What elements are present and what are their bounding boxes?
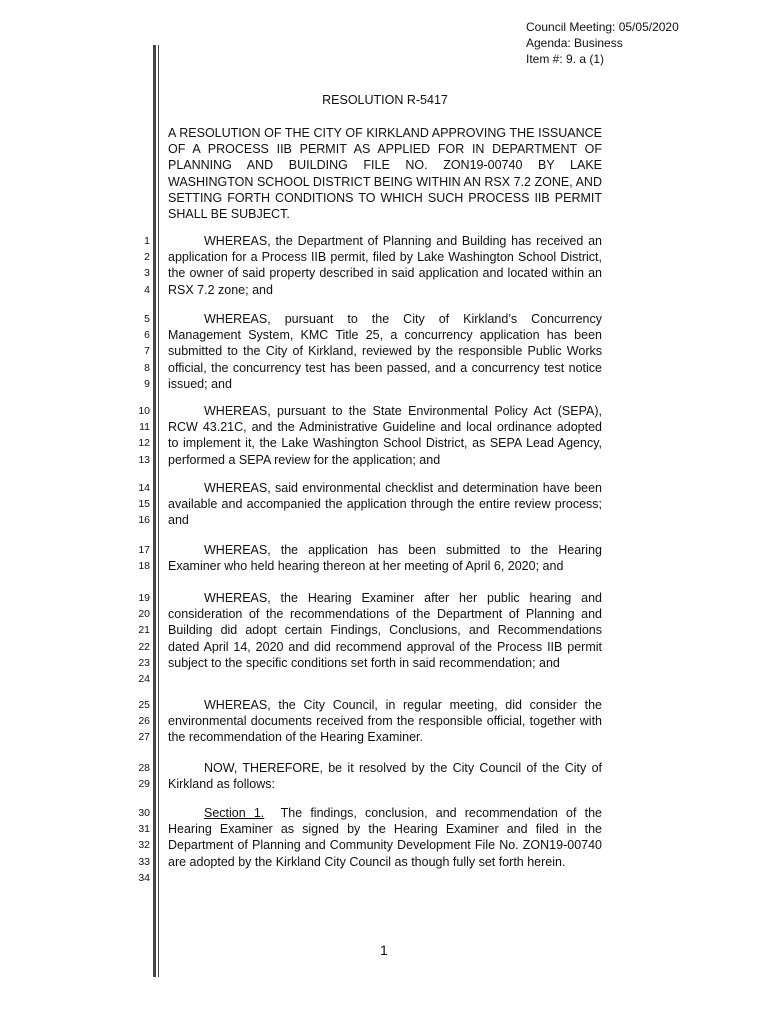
resolution-title: RESOLUTION R-5417 xyxy=(322,93,448,107)
agenda-label: Agenda: Business xyxy=(526,36,623,50)
line-numbers-group: 5 6 7 8 9 xyxy=(144,313,150,390)
left-margin-rule-2 xyxy=(158,45,159,977)
whereas-paragraph-concurrency: WHEREAS, pursuant to the City of Kirkland’s Concurrency Management System, KMC Title 25, a concurrency application has been submitted to the City of Kirkland, reviewed by the responsible Public Works official, the concurrency test has been passed, and a concurrency test notice issued; and xyxy=(168,312,602,391)
meeting-header xyxy=(526,19,679,67)
line-numbers-group: 19 20 21 22 23 24 xyxy=(138,592,150,685)
item-number: Item #: 9. a (1) xyxy=(526,52,605,66)
whereas-paragraph-hearing: WHEREAS, the application has been submitted to the Hearing Examiner who held hearing thereon at her meeting of April 6, 2020; and xyxy=(168,543,602,574)
now-therefore-paragraph: NOW, THEREFORE, be it resolved by the City Council of the City of Kirkland as follows: xyxy=(168,761,602,792)
line-numbers-group: 17 18 xyxy=(138,544,150,573)
section-1-paragraph xyxy=(168,805,602,870)
line-numbers-group: 14 15 16 xyxy=(138,482,150,527)
line-numbers-group: 25 26 27 xyxy=(138,699,150,744)
section-1-label: Section 1. xyxy=(204,806,265,820)
line-numbers-group: 28 29 xyxy=(138,762,150,791)
whereas-paragraph-application: WHEREAS, the Department of Planning and Building has received an application for a Process IIB permit, filed by Lake Washington School District, the owner of said property described in said application and located within an RSX 7.2 zone; and xyxy=(168,234,602,297)
page-number: 1 xyxy=(380,942,388,958)
left-margin-rule-1 xyxy=(153,45,156,977)
line-numbers-group: 10 11 12 13 xyxy=(138,405,150,466)
meeting-date: Council Meeting: 05/05/2020 xyxy=(526,20,679,34)
section-1-text: The findings, conclusion, and recommendation of the Hearing Examiner as signed by the Hearing Examiner and filed in the Department of Planning and Community Development File No. ZON19-00740 are adopted by the Kirkland City Council as though fully set forth herein. xyxy=(168,806,603,869)
line-numbers-group: 30 31 32 33 34 xyxy=(138,807,150,884)
whereas-paragraph-recommendation: WHEREAS, the Hearing Examiner after her public hearing and consideration of the recommendations of the Department of Planning and Building did adopt certain Findings, Conclusions, and Recommendations dated April 14, 2020 and did recommend approval of the Process IIB permit subject to the specific conditions set forth in said recommendation; and xyxy=(168,591,602,670)
whereas-paragraph-sepa: WHEREAS, pursuant to the State Environmental Policy Act (SEPA), RCW 43.21C, and the Administrative Guideline and local ordinance adopted to implement it, the Lake Washington School District, as SEPA Lead Agency, performed a SEPA review for the application; and xyxy=(168,404,602,467)
resolution-caption: A RESOLUTION OF THE CITY OF KIRKLAND APPROVING THE ISSUANCE OF A PROCESS IIB PERMIT AS APPLIED FOR IN DEPARTMENT OF PLANNING AND BUILDING FILE NO. ZON19-00740 BY LAKE WASHINGTON SCHOOL DISTRICT BEING WITHIN AN RSX 7.2 ZONE, AND SETTING FORTH CONDITIONS TO WHICH SUCH PROCESS IIB PERMIT SHALL BE SUBJECT. xyxy=(168,126,602,222)
line-numbers-group: 1 2 3 4 xyxy=(144,235,150,296)
whereas-paragraph-checklist: WHEREAS, said environmental checklist and determination have been available and accompanied the application through the entire review process; and xyxy=(168,481,602,528)
whereas-paragraph-council: WHEREAS, the City Council, in regular meeting, did consider the environmental documents received from the responsible official, together with the recommendation of the Hearing Examiner. xyxy=(168,698,602,745)
